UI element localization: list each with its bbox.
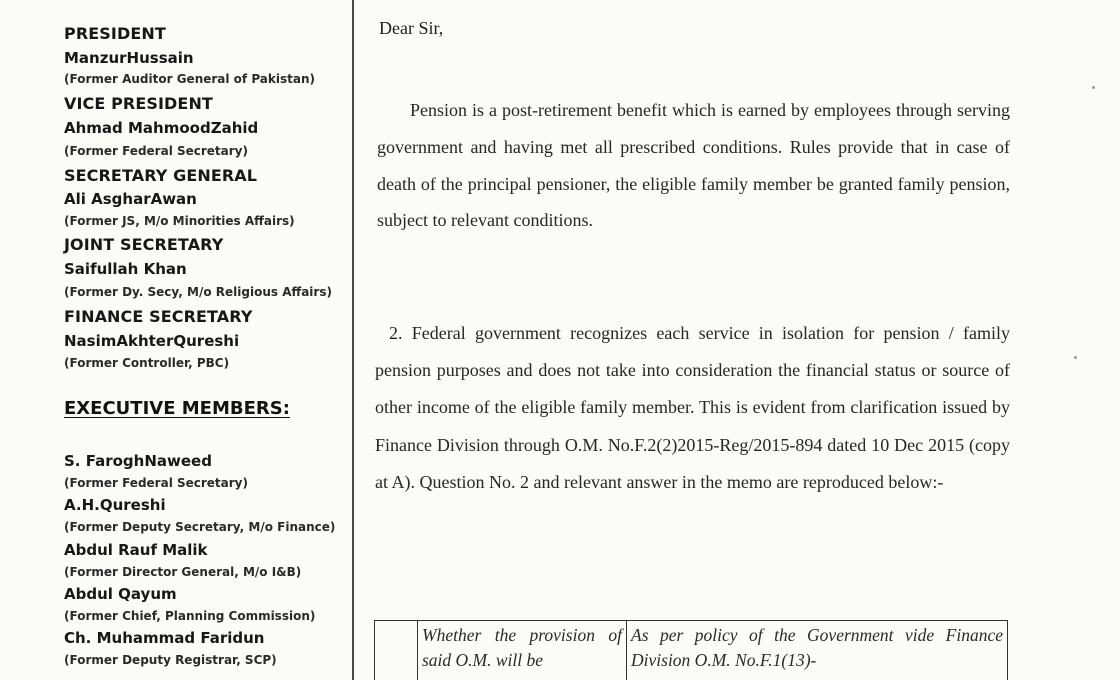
office-holder-name: Ali AsgharAwan: [64, 190, 197, 208]
letter-body: [354, 0, 1120, 680]
table-number-cell: [375, 621, 418, 680]
member-name: Abdul Rauf Malik: [64, 541, 208, 559]
office-holder-note: (Former Auditor General of Pakistan): [64, 72, 315, 86]
member-name: Abdul Qayum: [64, 585, 177, 603]
scan-speck: [1092, 86, 1095, 89]
office-holder-note: (Former Dy. Secy, M/o Religious Affairs): [64, 285, 332, 299]
member-note: (Former Federal Secretary): [64, 476, 248, 490]
member-name: Ch. Muhammad Faridun: [64, 629, 265, 647]
office-title: JOINT SECRETARY: [64, 235, 224, 254]
office-title: SECRETARY GENERAL: [64, 166, 258, 185]
member-name: S. FaroghNaweed: [64, 452, 212, 470]
office-title: PRESIDENT: [64, 24, 166, 43]
association-office-bearers: [0, 0, 352, 680]
quoted-memo-table: [374, 620, 1008, 680]
table-question-cell: Whether the provision of said O.M. will be: [418, 621, 627, 680]
office-holder-name: Saifullah Khan: [64, 260, 187, 278]
scan-speck: [1074, 356, 1077, 359]
member-note: (Former Deputy Registrar, SCP): [64, 653, 277, 667]
paragraph-1: Pension is a post-retirement benefit which is earned by employees through serving government and having met all prescribed conditions. Rules provide that in case of death of the principal pensioner, the eligible family member be granted family pension, subject to relevant conditions.: [377, 100, 1010, 231]
member-note: (Former Director General, M/o I&B): [64, 565, 302, 579]
office-holder-note: (Former Controller, PBC): [64, 356, 230, 370]
office-holder-name: NasimAkhterQureshi: [64, 332, 240, 350]
member-name: A.H.Qureshi: [64, 496, 166, 514]
office-title: FINANCE SECRETARY: [64, 307, 253, 326]
office-holder-name: ManzurHussain: [64, 49, 194, 67]
executive-members-heading: EXECUTIVE MEMBERS:: [64, 398, 290, 419]
table-answer-cell: As per policy of the Government vide Finance Division O.M. No.F.1(13)-: [627, 621, 1008, 680]
office-holder-note: (Former JS, M/o Minorities Affairs): [64, 214, 295, 228]
salutation: Dear Sir,: [379, 18, 444, 38]
table-row: [375, 621, 1008, 680]
office-title: VICE PRESIDENT: [64, 94, 213, 113]
office-holder-name: Ahmad MahmoodZahid: [64, 119, 259, 137]
paragraph-2: 2. Federal government recognizes each service in isolation for pension / family pension purposes and does not take into consideration the financial status or source of other income of the eligible family member. This is evident from clarification issued by Finance Division through O.M. No.F.2(2)2015-Reg/2015-894 dated 10 Dec 2015 (copy at A). Question No. 2 and relevant answer in the memo are reproduced below:-: [375, 323, 1010, 492]
office-holder-note: (Former Federal Secretary): [64, 144, 248, 158]
member-note: (Former Chief, Planning Commission): [64, 609, 316, 623]
member-note: (Former Deputy Secretary, M/o Finance): [64, 520, 336, 534]
